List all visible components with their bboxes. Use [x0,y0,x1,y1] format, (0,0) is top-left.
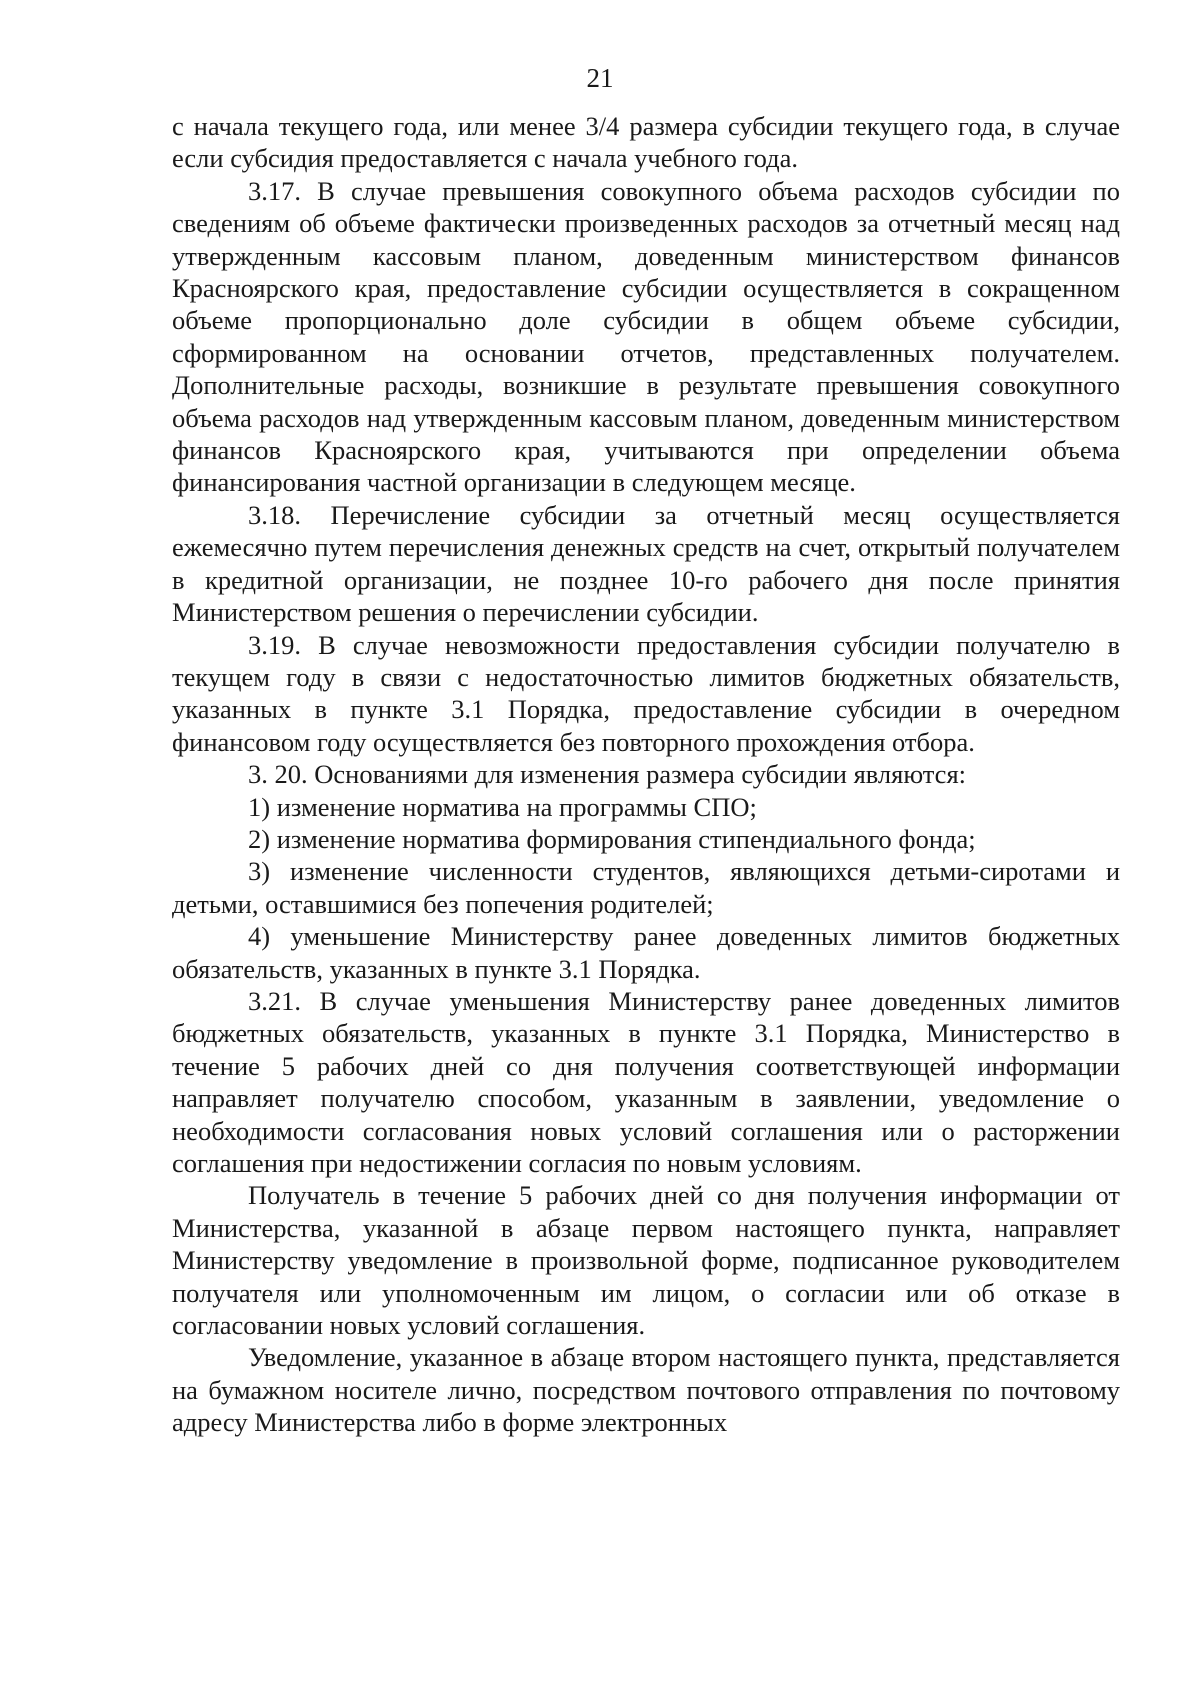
paragraph: с начала текущего года, или менее 3/4 размера субсидии текущего года, в случае если субсидия предоставляется с начала учебного года. [172,111,1120,174]
paragraph: 3.21. В случае уменьшения Министерству ранее доведенных лимитов бюджетных обязательств, указанных в пункте 3.1 Порядка, Министерство в течение 5 рабочих дней со дня получения соответствующей информации направляет получателю способом, указанным в заявлении, уведомление о необходимости согласования новых условий соглашения или о расторжении соглашения при недостижении согласия по новым условиям. [172,985,1120,1178]
paragraph: 3.19. В случае невозможности предоставления субсидии получателю в текущем году в связи с недостаточностью лимитов бюджетных обязательств, указанных в пункте 3.1 Порядка, предоставление субсидии в очередном финансовом году осуществляется без повторного прохождения отбора. [172,629,1120,757]
paragraph: Получатель в течение 5 рабочих дней со дня получения информации от Министерства, указанной в абзаце первом настоящего пункта, направляет Министерству уведомление в произвольной форме, подписанное руководителем получателя или уполномоченным им лицом, о согласии или об отказе в согласовании новых условий соглашения. [172,1180,1120,1341]
list-item: 3) изменение численности студентов, являющихся детьми-сиротами и детьми, оставшимися без попечения родителей; [172,856,1120,919]
paragraph: 3.18. Перечисление субсидии за отчетный месяц осуществляется ежемесячно путем перечисления денежных средств на счет, открытый получателем в кредитной организации, не позднее 10-го рабочего дня после принятия Министерством решения о перечислении субсидии. [172,499,1120,628]
paragraph: 3. 20. Основаниями для изменения размера субсидии являются: [248,759,966,790]
list-item: 1) изменение норматива на программы СПО; [248,791,757,822]
paragraph: 3.17. В случае превышения совокупного объема расходов субсидии по сведениям об объеме фактически произведенных расходов за отчетный месяц над утвержденным кассовым планом, доведенным министерством финансов Красноярского края, предоставление субсидии осуществляется в сокращенном объеме пропорционально доле субсидии в общем объеме субсидии, сформированном на основании отчетов, представленных получателем. Дополнительные расходы, возникшие в результате превышения совокупного объема расходов над утвержденным кассовым планом, доведенным министерством финансов Красноярского края, учитываются при определении объема финансирования частной организации в следующем месяце. [172,175,1120,498]
page-number: 21 [586,63,614,93]
paragraph: Уведомление, указанное в абзаце втором настоящего пункта, представляется на бумажном носителе лично, посредством почтового отправления по почтовому адресу Министерства либо в форме электронных [172,1342,1120,1438]
document-body [172,110,1120,1439]
list-item: 2) изменение норматива формирования стипендиального фонда; [248,823,976,854]
list-item: 4) уменьшение Министерству ранее доведенных лимитов бюджетных обязательств, указанных в пункте 3.1 Порядка. [172,921,1120,984]
